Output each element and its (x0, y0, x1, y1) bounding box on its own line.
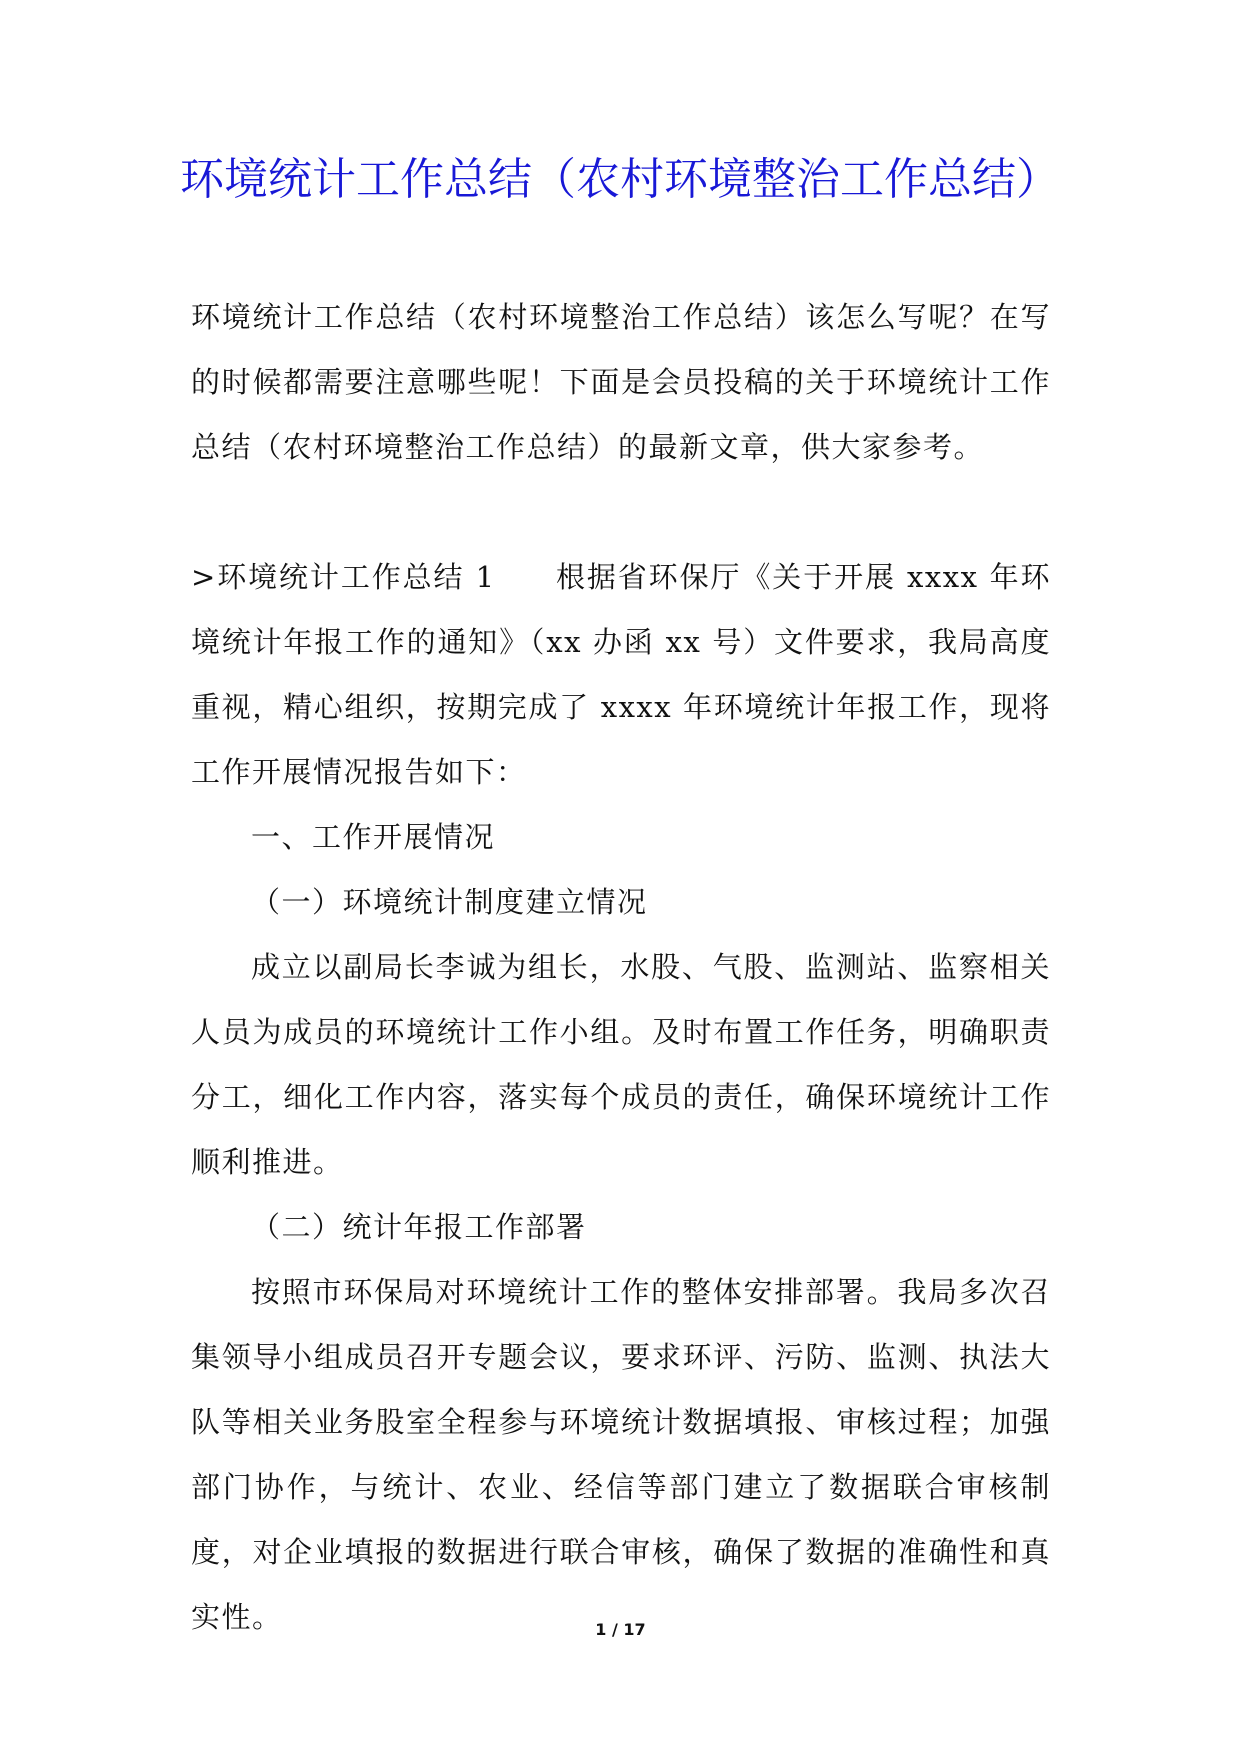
paragraph-deployment: 按照市环保局对环境统计工作的整体安排部署。我局多次召集领导小组成员召开专题会议，要求环评、污防、监测、执法大队等相关业务股室全程参与环境统计数据填报、审核过程；加强部门协作，与统计、农业、经信等部门建立了数据联合审核制度，对企业填报的数据进行联合审核，确保了数据的准确性和真实性。 (191, 1275, 1051, 1634)
heading-work-status: 一、工作开展情况 (251, 820, 496, 854)
page-indicator: 1 / 17 (595, 1620, 646, 1639)
section-paragraph (191, 545, 1051, 805)
subheading-system: （一）环境统计制度建立情况 (251, 885, 648, 919)
subheading-deployment: （二）统计年报工作部署 (251, 1210, 587, 1244)
section-heading: >环境统计工作总结 1 (191, 560, 496, 594)
section-body: 根据省环保厅《关于开展 xxxx 年环境统计年报工作的通知》（xx 办函 xx 号）文件要求，我局高度重视，精心组织，按期完成了 xxxx 年环境统计年报工作，现将工作开展情况报告如下： (191, 560, 1052, 789)
document-title: 环境统计工作总结（农村环境整治工作总结） (180, 154, 1060, 205)
intro-paragraph: 环境统计工作总结（农村环境整治工作总结）该怎么写呢？在写的时候都需要注意哪些呢！下面是会员投稿的关于环境统计工作总结（农村环境整治工作总结）的最新文章，供大家参考。 (191, 300, 1051, 464)
paragraph-system: 成立以副局长李诚为组长，水股、气股、监测站、监察相关人员为成员的环境统计工作小组。及时布置工作任务，明确职责分工，细化工作内容，落实每个成员的责任，确保环境统计工作顺利推进。 (191, 950, 1051, 1179)
